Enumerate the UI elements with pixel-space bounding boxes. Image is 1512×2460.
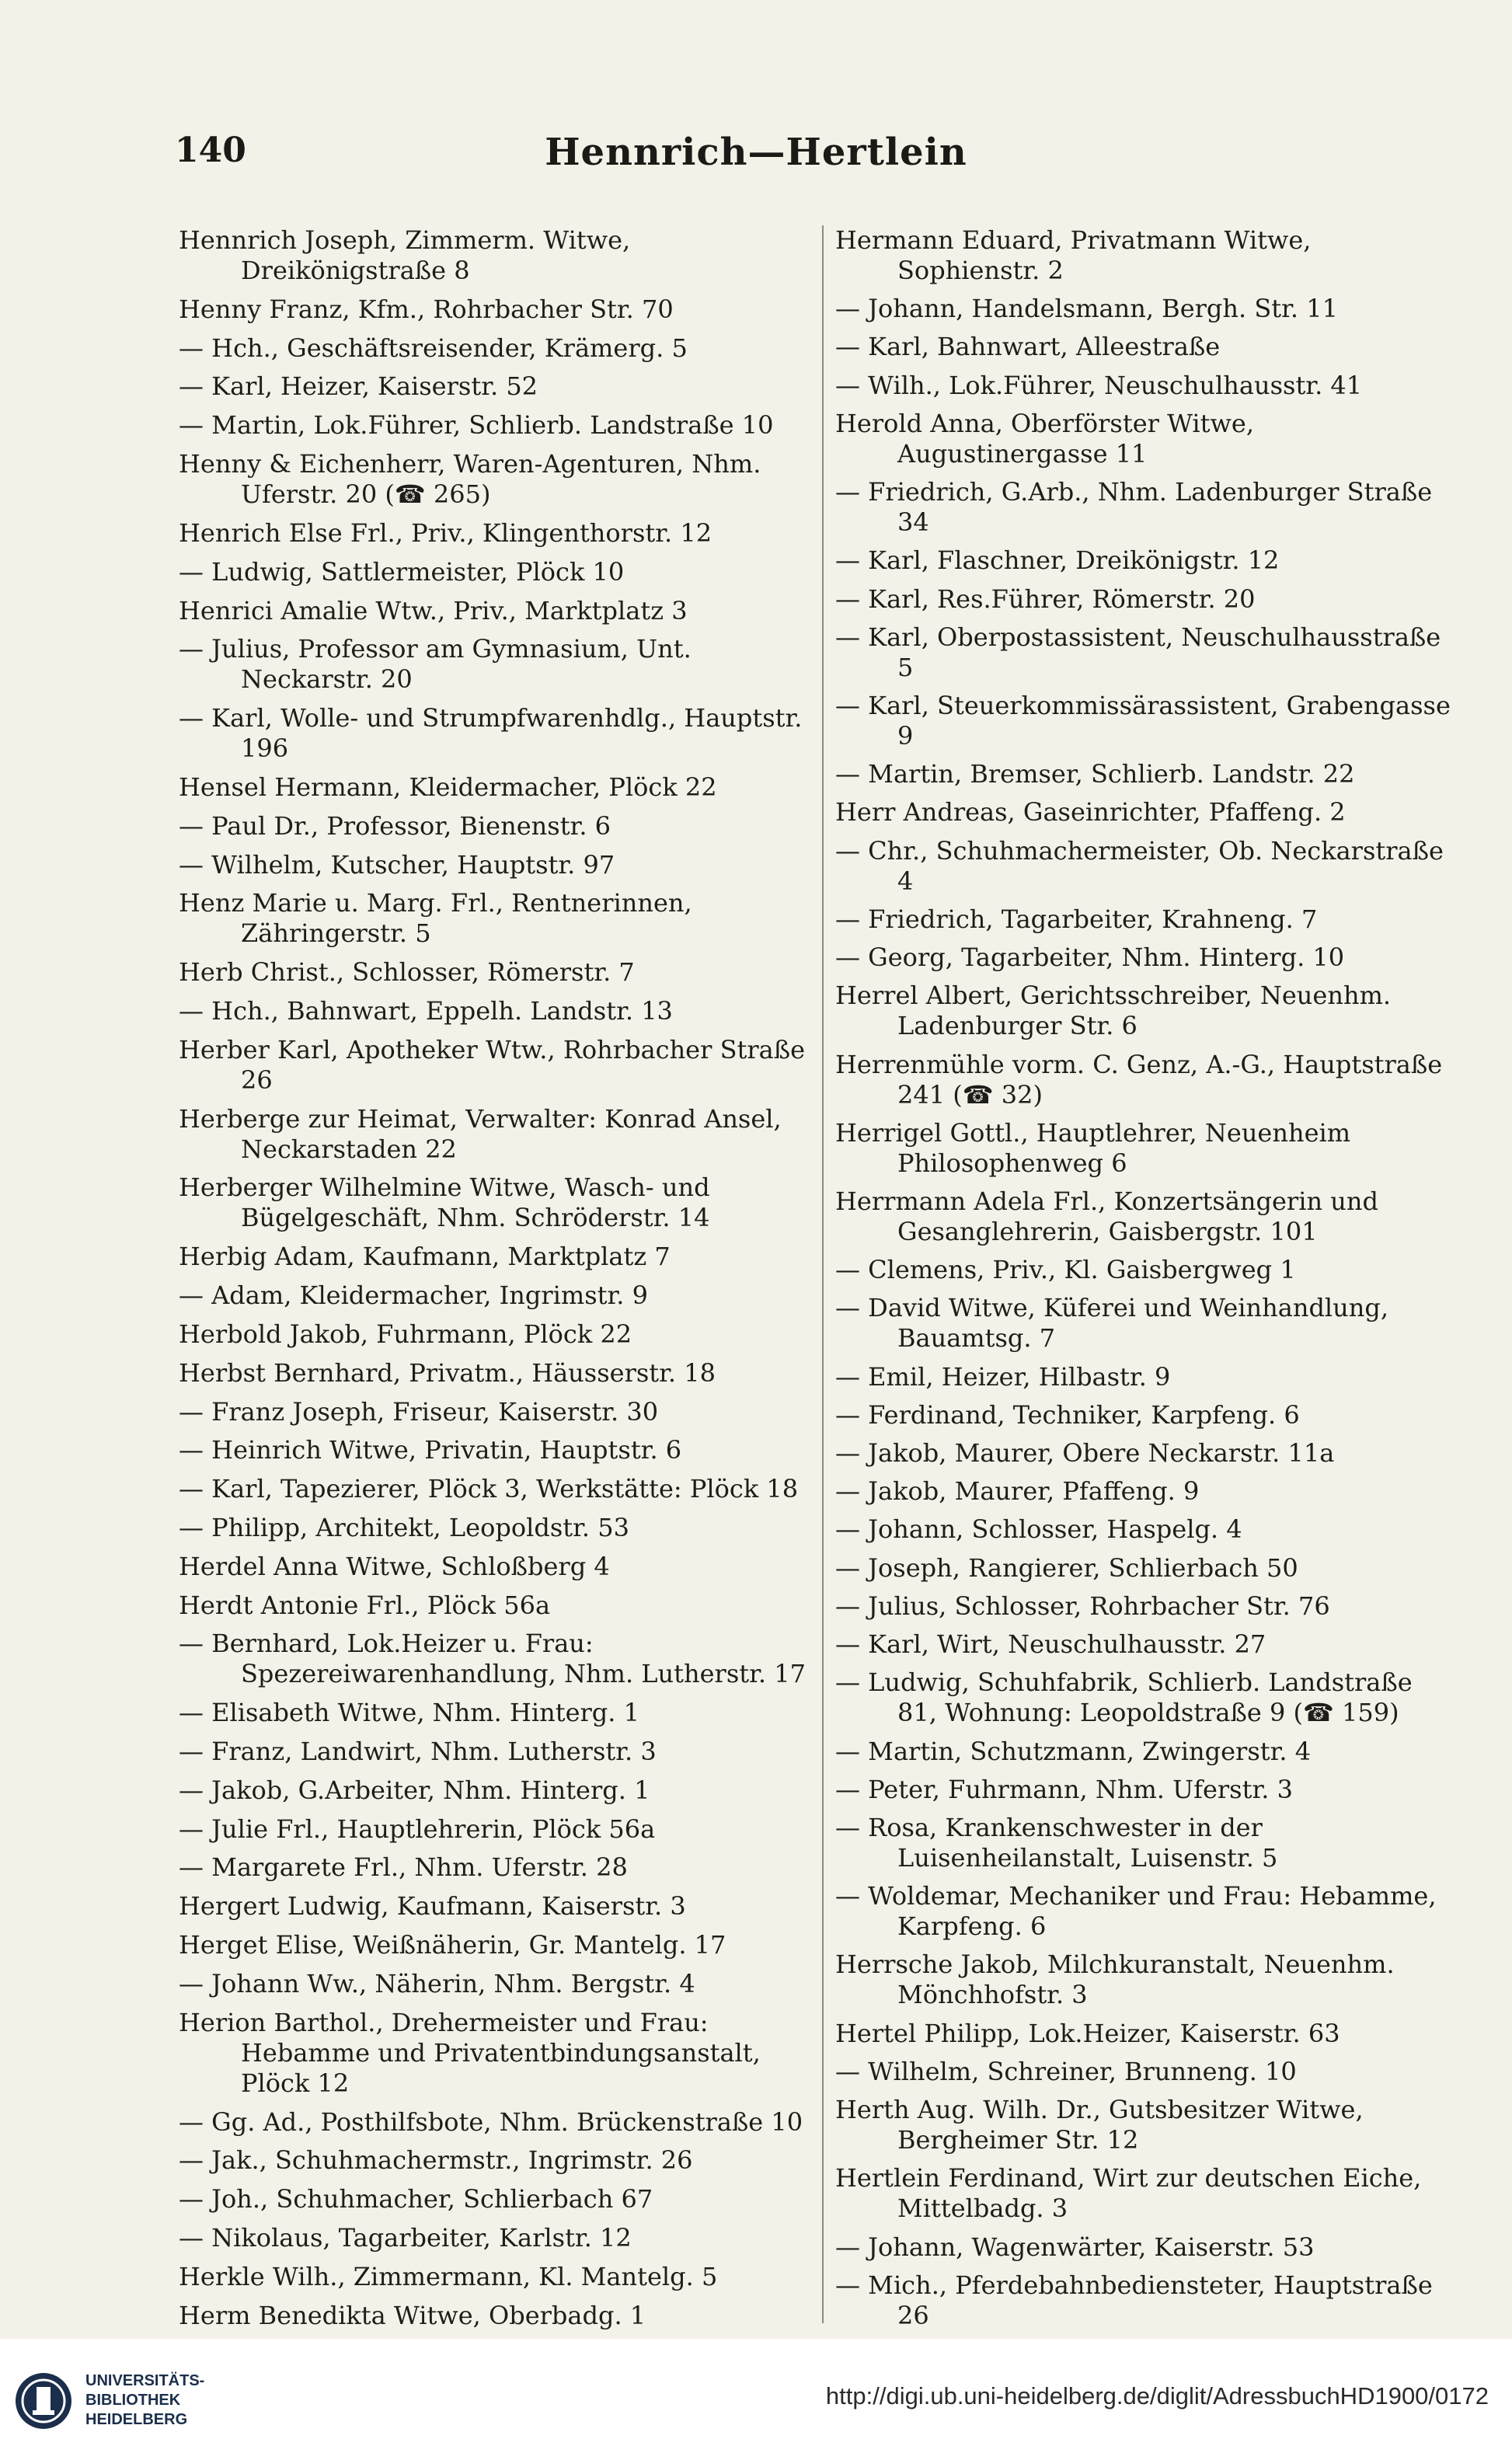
directory-entry: Herm Benedikta Witwe, Oberbadg. 1	[179, 2300, 646, 2330]
directory-entry: — Karl, Bahnwart, Alleestraße	[835, 332, 1221, 362]
directory-entry: Herth Aug. Wilh. Dr., Gutsbesitzer Witwe, Bergheimer Str. 12	[835, 2095, 1364, 2155]
directory-entry: Herbst Bernhard, Privatm., Häusserstr. 18	[179, 1357, 716, 1388]
directory-entry: Herdt Antonie Frl., Plöck 56a	[179, 1590, 551, 1620]
directory-entry: — Joseph, Rangierer, Schlierbach 50	[835, 1552, 1298, 1583]
directory-entry: — Paul Dr., Professor, Bienenstr. 6	[179, 810, 611, 841]
page-header	[175, 131, 1337, 185]
directory-entry: — Mich., Pferdebahnbediensteter, Hauptstraße 26	[835, 2270, 1433, 2330]
directory-entry: — Jakob, G.Arbeiter, Nhm. Hinterg. 1	[179, 1775, 650, 1805]
directory-entry: — Julius, Professor am Gymnasium, Unt. Neckarstr. 20	[179, 634, 692, 695]
right-column	[835, 225, 1457, 2331]
directory-entry: Herrmann Adela Frl., Konzertsängerin und Gesanglehrerin, Gaisbergstr. 101	[835, 1186, 1378, 1246]
directory-entry: Herrigel Gottl., Hauptlehrer, Neuenheim Philosophenweg 6	[835, 1117, 1351, 1178]
directory-entry: — Julius, Schlosser, Rohrbacher Str. 76	[835, 1591, 1330, 1621]
directory-entry: Herion Barthol., Drehermeister und Frau: Hebamme und Privatentbindungsanstalt, Plöck 12	[179, 2007, 761, 2098]
directory-entry: Herr Andreas, Gaseinrichter, Pfaffeng. 2	[835, 797, 1346, 828]
directory-entry: — Friedrich, G.Arb., Nhm. Ladenburger Straße 34	[835, 477, 1433, 538]
directory-entry: — Jakob, Maurer, Obere Neckarstr. 11a	[835, 1438, 1335, 1469]
directory-entry: Herrel Albert, Gerichtsschreiber, Neuenhm. Ladenburger Str. 6	[835, 981, 1392, 1041]
directory-entry: — David Witwe, Küferei und Weinhandlung, Bauamtsg. 7	[835, 1293, 1389, 1354]
directory-entry: — Wilhelm, Kutscher, Hauptstr. 97	[179, 849, 615, 880]
page-number: 140	[175, 131, 246, 170]
directory-entry: — Karl, Tapezierer, Plöck 3, Werkstätte: Plöck 18	[179, 1474, 799, 1504]
directory-entry: — Chr., Schuhmachermeister, Ob. Neckarstraße 4	[835, 835, 1444, 896]
directory-entry: — Jakob, Maurer, Pfaffeng. 9	[835, 1476, 1200, 1507]
directory-entry: Herbold Jakob, Fuhrmann, Plöck 22	[179, 1319, 632, 1349]
directory-entry: Herbig Adam, Kaufmann, Marktplatz 7	[179, 1242, 671, 1272]
directory-entry: Herb Christ., Schlosser, Römerstr. 7	[179, 957, 635, 988]
directory-entry: Hennrich Joseph, Zimmerm. Witwe, Dreikönigstraße 8	[179, 225, 631, 285]
directory-entry: Hergert Ludwig, Kaufmann, Kaiserstr. 3	[179, 1891, 686, 1922]
directory-entry: — Karl, Heizer, Kaiserstr. 52	[179, 371, 538, 402]
directory-entry: — Bernhard, Lok.Heizer u. Frau: Spezereiwarenhandlung, Nhm. Lutherstr. 17	[179, 1629, 806, 1689]
directory-entry: — Nikolaus, Tagarbeiter, Karlstr. 12	[179, 2222, 632, 2253]
directory-entry: — Rosa, Krankenschwester in der Luisenheilanstalt, Luisenstr. 5	[835, 1813, 1278, 1873]
directory-entry: Hertlein Ferdinand, Wirt zur deutschen Eiche, Mittelbadg. 3	[835, 2163, 1422, 2224]
directory-entry: — Johann, Schlosser, Haspelg. 4	[835, 1514, 1242, 1545]
directory-entry: — Heinrich Witwe, Privatin, Hauptstr. 6	[179, 1435, 682, 1465]
directory-entry: Herber Karl, Apotheker Wtw., Rohrbacher Straße 26	[179, 1034, 806, 1095]
directory-entry: — Emil, Heizer, Hilbastr. 9	[835, 1361, 1171, 1392]
directory-entry: — Karl, Wirt, Neuschulhausstr. 27	[835, 1629, 1266, 1660]
directory-entry: Herdel Anna Witwe, Schloßberg 4	[179, 1551, 610, 1581]
directory-entry: — Wilhelm, Schreiner, Brunneng. 10	[835, 2056, 1297, 2086]
directory-entry: — Ludwig, Schuhfabrik, Schlierb. Landstraße 81, Wohnung: Leopoldstraße 9 (☎ 159)	[835, 1667, 1413, 1728]
directory-entry: Henrich Else Frl., Priv., Klingenthorstr. 12	[179, 517, 712, 548]
directory-entry: Hermann Eduard, Privatmann Witwe, Sophienstr. 2	[835, 225, 1312, 285]
directory-entry: Henny Franz, Kfm., Rohrbacher Str. 70	[179, 294, 674, 324]
library-name: UNIVERSITÄTS- BIBLIOTHEK HEIDELBERG	[85, 2372, 205, 2428]
directory-entry: — Joh., Schuhmacher, Schlierbach 67	[179, 2184, 653, 2214]
directory-entry: — Karl, Res.Führer, Römerstr. 20	[835, 584, 1256, 614]
directory-entry: — Karl, Steuerkommissärassistent, Grabengasse 9	[835, 690, 1451, 751]
directory-entry: — Philipp, Architekt, Leopoldstr. 53	[179, 1512, 629, 1542]
directory-entry: Herold Anna, Oberförster Witwe, Augustinergasse 11	[835, 408, 1255, 469]
left-column	[179, 225, 824, 2331]
footer-bar	[0, 2339, 1512, 2460]
directory-entry: — Karl, Wolle- und Strumpfwarenhdlg., Hauptstr. 196	[179, 703, 803, 764]
university-seal-icon	[12, 2370, 75, 2432]
directory-entry: Henny & Eichenherr, Waren-Agenturen, Nhm. Uferstr. 20 (☎ 265)	[179, 449, 761, 510]
directory-entry: — Ludwig, Sattlermeister, Plöck 10	[179, 556, 625, 587]
directory-entry: — Margarete Frl., Nhm. Uferstr. 28	[179, 1852, 628, 1883]
directory-entry: Herkle Wilh., Zimmermann, Kl. Mantelg. 5	[179, 2261, 718, 2291]
directory-entry: — Franz, Landwirt, Nhm. Lutherstr. 3	[179, 1737, 657, 1766]
directory-entry: — Friedrich, Tagarbeiter, Krahneng. 7	[835, 904, 1318, 934]
directory-entry: Henrici Amalie Wtw., Priv., Marktplatz 3	[179, 595, 688, 625]
directory-entry: Hertel Philipp, Lok.Heizer, Kaiserstr. 63	[835, 2018, 1340, 2048]
directory-entry: Herget Elise, Weißnäherin, Gr. Mantelg. 17	[179, 1930, 726, 1960]
directory-entry: — Martin, Lok.Führer, Schlierb. Landstraße 10	[179, 410, 774, 441]
directory-entry: — Wilh., Lok.Führer, Neuschulhausstr. 41	[835, 370, 1363, 400]
directory-entry: — Karl, Oberpostassistent, Neuschulhausstraße 5	[835, 622, 1441, 682]
directory-entry: — Jak., Schuhmachermstr., Ingrimstr. 26	[179, 2145, 693, 2176]
directory-entry: — Johann Ww., Näherin, Nhm. Bergstr. 4	[179, 1968, 695, 1998]
directory-entry: — Johann, Handelsmann, Bergh. Str. 11	[835, 294, 1338, 324]
directory-entry: — Martin, Schutzmann, Zwingerstr. 4	[835, 1736, 1312, 1766]
directory-entry: — Gg. Ad., Posthilfsbote, Nhm. Brückenstraße 10	[179, 2106, 803, 2137]
directory-entry: — Julie Frl., Hauptlehrerin, Plöck 56a	[179, 1814, 656, 1844]
directory-entry: — Franz Joseph, Friseur, Kaiserstr. 30	[179, 1396, 659, 1427]
source-url-link[interactable]: http://digi.ub.uni-heidelberg.de/diglit/AdressbuchHD1900/0172	[825, 2382, 1489, 2409]
directory-entry: — Adam, Kleidermacher, Ingrimstr. 9	[179, 1281, 648, 1311]
directory-entry: — Peter, Fuhrmann, Nhm. Uferstr. 3	[835, 1774, 1293, 1804]
directory-entry: — Hch., Bahnwart, Eppelh. Landstr. 13	[179, 996, 673, 1026]
directory-entry: — Johann, Wagenwärter, Kaiserstr. 53	[835, 2232, 1315, 2262]
directory-entry: Henz Marie u. Marg. Frl., Rentnerinnen, Zähringerstr. 5	[179, 888, 692, 949]
directory-entry: — Hch., Geschäftsreisender, Krämerg. 5	[179, 333, 688, 363]
running-title: Hennrich—Hertlein	[545, 131, 967, 174]
column-divider	[822, 225, 824, 2323]
directory-entry: — Clemens, Priv., Kl. Gaisbergweg 1	[835, 1255, 1296, 1285]
directory-entry: Herberge zur Heimat, Verwalter: Konrad Ansel, Neckarstaden 22	[179, 1103, 782, 1164]
directory-entry: — Georg, Tagarbeiter, Nhm. Hinterg. 10	[835, 943, 1345, 973]
directory-entry: — Karl, Flaschner, Dreikönigstr. 12	[835, 545, 1280, 576]
directory-entry: Herrenmühle vorm. C. Genz, A.-G., Hauptstraße 241 (☎ 32)	[835, 1049, 1443, 1110]
directory-entry: — Martin, Bremser, Schlierb. Landstr. 22	[835, 759, 1355, 789]
directory-entry: Herrsche Jakob, Milchkuranstalt, Neuenhm. Mönchhofstr. 3	[835, 1950, 1395, 2010]
directory-entry: — Elisabeth Witwe, Nhm. Hinterg. 1	[179, 1698, 639, 1728]
directory-entry: — Woldemar, Mechaniker und Frau: Hebamme, Karpfeng. 6	[835, 1881, 1437, 1942]
directory-entry: Herberger Wilhelmine Witwe, Wasch- und Bügelgeschäft, Nhm. Schröderstr. 14	[179, 1173, 710, 1233]
directory-entry: Hensel Hermann, Kleidermacher, Plöck 22	[179, 772, 717, 802]
directory-entry: — Ferdinand, Techniker, Karpfeng. 6	[835, 1399, 1300, 1430]
